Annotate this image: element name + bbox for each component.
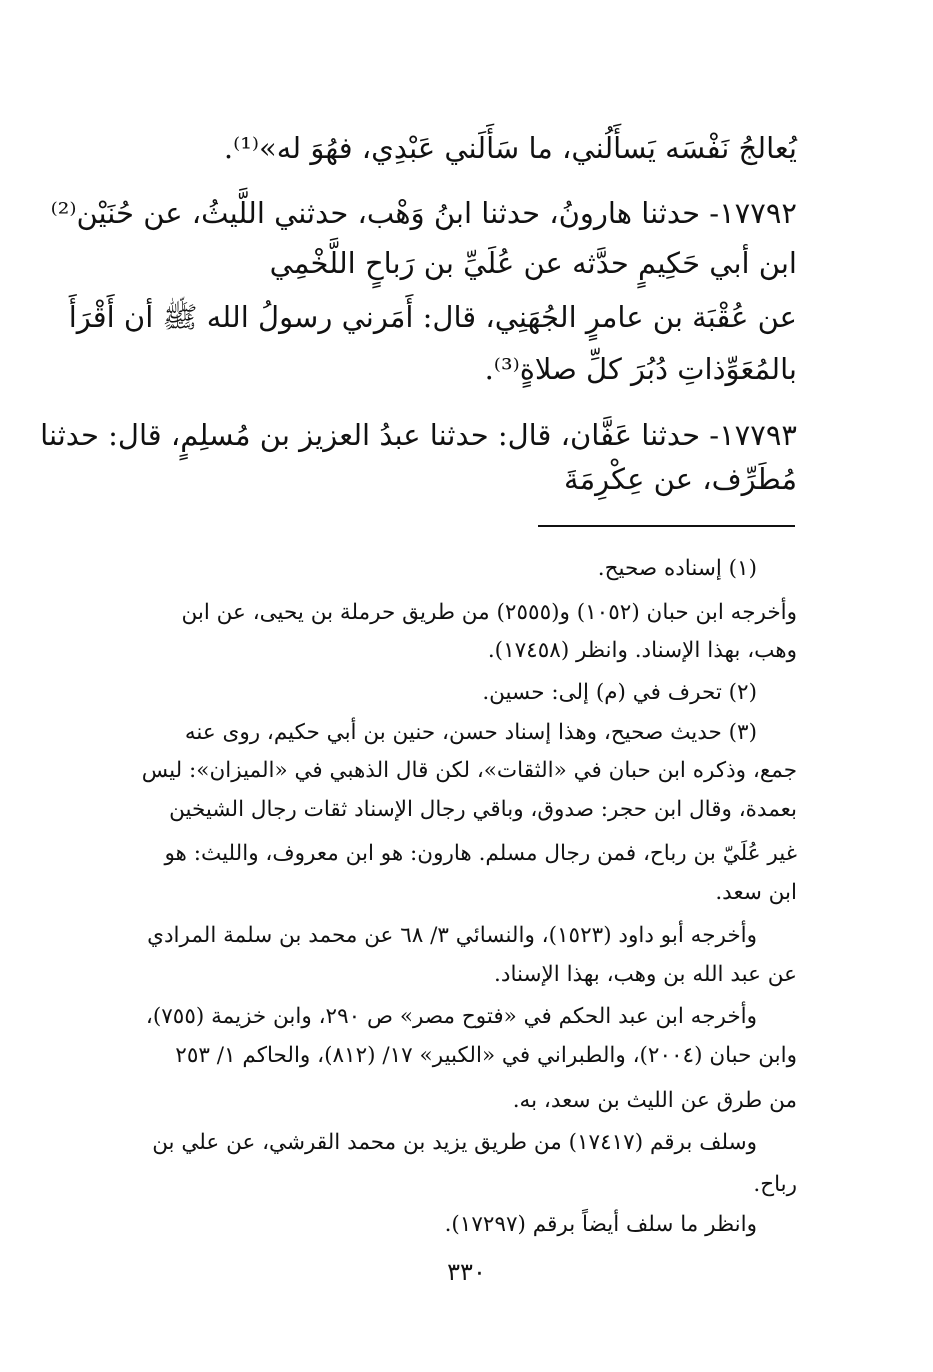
footnote-3-line-12: رباح. (753, 1172, 797, 1197)
footnote-3-line-7: عن عبد الله بن وهب، بهذا الإسناد. (494, 962, 797, 987)
footnote-separator (538, 525, 795, 527)
footnote-3-line-4: غير عُلَيّ بن رباح، فمن رجال مسلم. هارون: هو ابن معروف، والليث: هو (164, 841, 797, 866)
hadith-17792-line-2: ابن أبي حَكِيمٍ حدَّثه عن عُلَيِّ بن رَباحٍ اللَّخْمِي (269, 246, 797, 280)
page-number: ٣٣٠ (447, 1258, 486, 1286)
footnote-3-line-3: بعمدة، وقال ابن حجر: صدوق، وباقي رجال الإسناد ثقات رجال الشيخين (169, 797, 797, 822)
hadith-17793-line-1: ١٧٧٩٣- حدثنا عَفَّان، قال: حدثنا عبدُ العزيز بن مُسلِمٍ، قال: حدثنا (40, 418, 797, 452)
footnote-3-line-8: وأخرجه ابن عبد الحكم في «فتوح مصر» ص ٢٩٠، وابن خزيمة (٧٥٥)، (145, 1004, 757, 1029)
hadith-17793-line-2: مُطَرِّف، عن عِكْرِمَةَ (564, 462, 797, 496)
footnote-3-line-5: ابن سعد. (715, 880, 797, 905)
footnote-3-line-6: وأخرجه أبو داود (١٥٢٣)، والنسائي ٣/ ٦٨ عن محمد بن سلمة المرادي (147, 923, 757, 948)
main-text-line-1: يُعالجُ نَفْسَه يَسأَلُني، ما سَأَلَني عَبْدِي، فهُوَ له»⁽¹⁾. (223, 131, 797, 165)
footnote-3-line-13: وانظر ما سلف أيضاً برقم (١٧٢٩٧). (444, 1212, 757, 1237)
footnote-1-line-2: وأخرجه ابن حبان (١٠٥٢) و(٢٥٥٥) من طريق حرملة بن يحيى، عن ابن (181, 600, 797, 625)
footnote-3-line-10: من طرق عن الليث بن سعد، به. (512, 1088, 797, 1113)
footnote-3-line-11: وسلف برقم (١٧٤١٧) من طريق يزيد بن محمد القرشي، عن علي بن (152, 1130, 757, 1155)
footnote-3: (٣) حديث صحيح، وهذا إسناد حسن، حنين بن أبي حكيم، روى عنه (184, 720, 757, 745)
footnote-3-line-9: وابن حبان (٢٠٠٤)، والطبراني في «الكبير» ١٧/ (٨١٢)، والحاكم ١/ ٢٥٣ (175, 1043, 797, 1068)
hadith-17792-line-4: بالمُعَوِّذاتِ دُبُرَ كلِّ صلاةٍ⁽³⁾. (484, 352, 797, 386)
hadith-17792-line-3: عن عُقْبَة بن عامرٍ الجُهَنِي، قال: أَمَرني رسولُ الله ﷺ أن أَقْرَأَ (68, 300, 797, 334)
hadith-17792-line-1: ١٧٧٩٢- حدثنا هارونُ، حدثنا ابنُ وَهْب، حدثني اللَّيثُ، عن حُنَيْن⁽²⁾ (50, 196, 797, 230)
footnote-1-line-3: وهب، بهذا الإسناد. وانظر (١٧٤٥٨). (487, 638, 797, 663)
footnote-1: (١) إسناده صحيح. (597, 556, 757, 581)
footnote-2: (٢) تحرف في (م) إلى: حسين. (482, 680, 757, 705)
footnote-3-line-2: جمع، وذكره ابن حبان في «الثقات»، لكن قال الذهبي في «الميزان»: ليس (141, 758, 797, 783)
